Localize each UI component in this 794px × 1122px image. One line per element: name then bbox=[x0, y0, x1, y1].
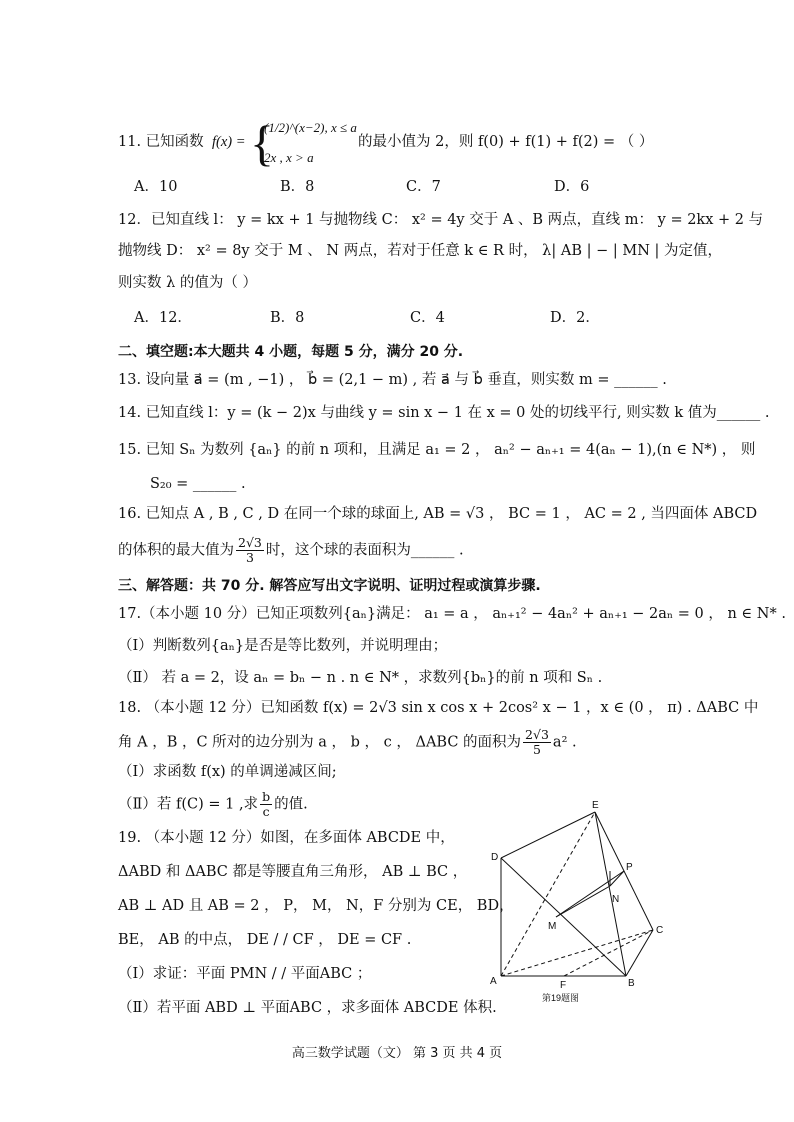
q18-area-frac-den: 5 bbox=[533, 742, 541, 757]
label-e: E bbox=[592, 800, 599, 811]
q18-part1: （Ⅰ）求函数 f(x) 的单调递减区间; bbox=[118, 764, 337, 780]
q19-part2: （Ⅱ）若平面 ABD ⊥ 平面ABC ，求多面体 ABCDE 体积. bbox=[118, 1000, 497, 1016]
q15-line2: S₂₀ = ______ . bbox=[150, 476, 246, 492]
q18-line2-pre: 角 A ，B ，C 所对的边分别为 a ， b ， c ， ΔABC 的面积为 bbox=[118, 734, 522, 751]
q12-line3: 则实数 λ 的值为（ ） bbox=[118, 275, 258, 291]
label-d: D bbox=[491, 852, 499, 863]
q11-suffix: 的最小值为 2，则 f(0) + f(1) + f(2) = （ ） bbox=[358, 134, 654, 150]
label-n: N bbox=[612, 894, 620, 905]
q18-part2-post: 的值. bbox=[274, 796, 308, 813]
segment-mn bbox=[556, 886, 610, 917]
section3-heading: 三、解答题：共 70 分. 解答应写出文字说明、证明过程或演算步骤. bbox=[118, 578, 541, 594]
page-footer: 高三数学试题（文） 第 3 页 共 4 页 bbox=[291, 1046, 503, 1061]
q18-part2-pre: （Ⅱ）若 f(C) = 1 ,求 bbox=[118, 796, 259, 813]
q16-line2 bbox=[118, 536, 464, 565]
q16-frac-num: 2√3 bbox=[238, 535, 262, 550]
q13-text: 13. 设向量 a⃗ = (m , −1) ， b⃗ = (2,1 − m) , 若 a⃗ 与 b⃗ 垂直，则实数 m = ______ . bbox=[118, 372, 667, 388]
q12-line1: 12．已知直线 l： y = kx + 1 与抛物线 C： x² = 4y 交于 A 、B 两点，直线 m： y = 2kx + 2 与 bbox=[118, 212, 764, 228]
label-f: F bbox=[560, 980, 567, 991]
q11-case1: (1/2)^(x−2), x ≤ a bbox=[264, 120, 357, 135]
q16-line2-pre: 的体积的最大值为 bbox=[118, 542, 234, 559]
q18-line2 bbox=[118, 728, 577, 757]
q19-part1: （Ⅰ）求证：平面 PMN / / 平面ABC ； bbox=[118, 966, 372, 982]
q16-line2-post: 时，这个球的表面积为______ . bbox=[265, 542, 464, 559]
q16-fraction bbox=[236, 536, 264, 565]
polyhedron-figure bbox=[488, 798, 688, 1010]
q19-line4: BE， AB 的中点， DE / / CF ， DE = CF . bbox=[118, 932, 412, 948]
q17-part1: （Ⅰ）判断数列{aₙ}是否是等比数列，并说明理由； bbox=[118, 638, 448, 654]
q11-option-c: C．7 bbox=[406, 179, 441, 195]
label-m: M bbox=[548, 921, 557, 932]
q19-line1: 19. （本小题 12 分）如图，在多面体 ABCDE 中， bbox=[118, 830, 455, 846]
edge-ae-dashed bbox=[501, 812, 595, 976]
q16-frac-den: 3 bbox=[245, 550, 254, 565]
label-a: A bbox=[490, 976, 497, 987]
q11-case2: 2x , x > a bbox=[264, 150, 314, 165]
q15-line1: 15. 已知 Sₙ 为数列 {aₙ} 的前 n 项和，且满足 a₁ = 2 ， aₙ² − aₙ₊₁ = 4(aₙ − 1),(n ∈ N*) ， 则 bbox=[118, 442, 756, 458]
q18-ratio-fraction bbox=[260, 790, 272, 819]
q12-option-d: D．2． bbox=[550, 310, 600, 326]
q19-line3: AB ⊥ AD 且 AB = 2 ， P， M， N，F 分别为 CE， BD， bbox=[118, 898, 514, 914]
label-b: B bbox=[628, 978, 635, 989]
q11-option-a: A．10 bbox=[134, 179, 178, 195]
q11-fx: f(x) = bbox=[212, 134, 246, 150]
q18-line1: 18. （本小题 12 分）已知函数 f(x) = 2√3 sin x cos x + 2cos² x − 1 ，x ∈ (0 ， π) . ΔABC 中 bbox=[118, 700, 759, 716]
label-p: P bbox=[626, 862, 633, 873]
q18-area-fraction bbox=[523, 728, 551, 757]
q12-line2: 抛物线 D： x² = 8y 交于 M 、 N 两点，若对于任意 k ∈ R 时， λ| AB | − | MN | 为定值， bbox=[118, 243, 722, 259]
q12-option-c: C．4 bbox=[410, 310, 445, 326]
q18-ratio-den: c bbox=[262, 804, 270, 819]
q12-option-a: A．12． bbox=[134, 310, 192, 326]
q11-option-b: B．8 bbox=[280, 179, 315, 195]
q18-part2 bbox=[118, 790, 308, 819]
q18-ratio-num: b bbox=[262, 789, 271, 804]
edge-de bbox=[501, 812, 595, 858]
q18-line2-post: a² . bbox=[552, 734, 577, 751]
q11-prefix: 11. 已知函数 bbox=[118, 134, 204, 150]
section2-heading: 二、填空题:本大题共 4 小题，每题 5 分，满分 20 分. bbox=[118, 344, 464, 360]
q17-line1: 17.（本小题 10 分）已知正项数列{aₙ}满足： a₁ = a ， aₙ₊₁² − 4aₙ² + aₙ₊₁ − 2aₙ = 0 ， n ∈ N* . bbox=[118, 606, 786, 622]
q19-line2: ΔABD 和 ΔABC 都是等腰直角三角形， AB ⊥ BC ， bbox=[118, 864, 468, 880]
q16-line1: 16. 已知点 A , B , C , D 在同一个球的球面上, AB = √3 ， BC = 1 ， AC = 2 , 当四面体 ABCD bbox=[118, 506, 758, 522]
piecewise-brace: { bbox=[250, 115, 274, 171]
label-c: C bbox=[656, 925, 664, 936]
q14-text: 14. 已知直线 l：y = (k − 2)x 与曲线 y = sin x − 1 在 x = 0 处的切线平行, 则实数 k 值为______ . bbox=[118, 405, 770, 421]
q12-option-b: B．8 bbox=[270, 310, 305, 326]
q17-part2: （Ⅱ） 若 a = 2，设 aₙ = bₙ − n . n ∈ N* ，求数列{bₙ}的前 n 项和 Sₙ . bbox=[118, 670, 603, 686]
q11-option-d: D．6 bbox=[554, 179, 590, 195]
figure-caption: 第19题图 bbox=[542, 993, 580, 1003]
q18-area-frac-num: 2√3 bbox=[525, 727, 549, 742]
